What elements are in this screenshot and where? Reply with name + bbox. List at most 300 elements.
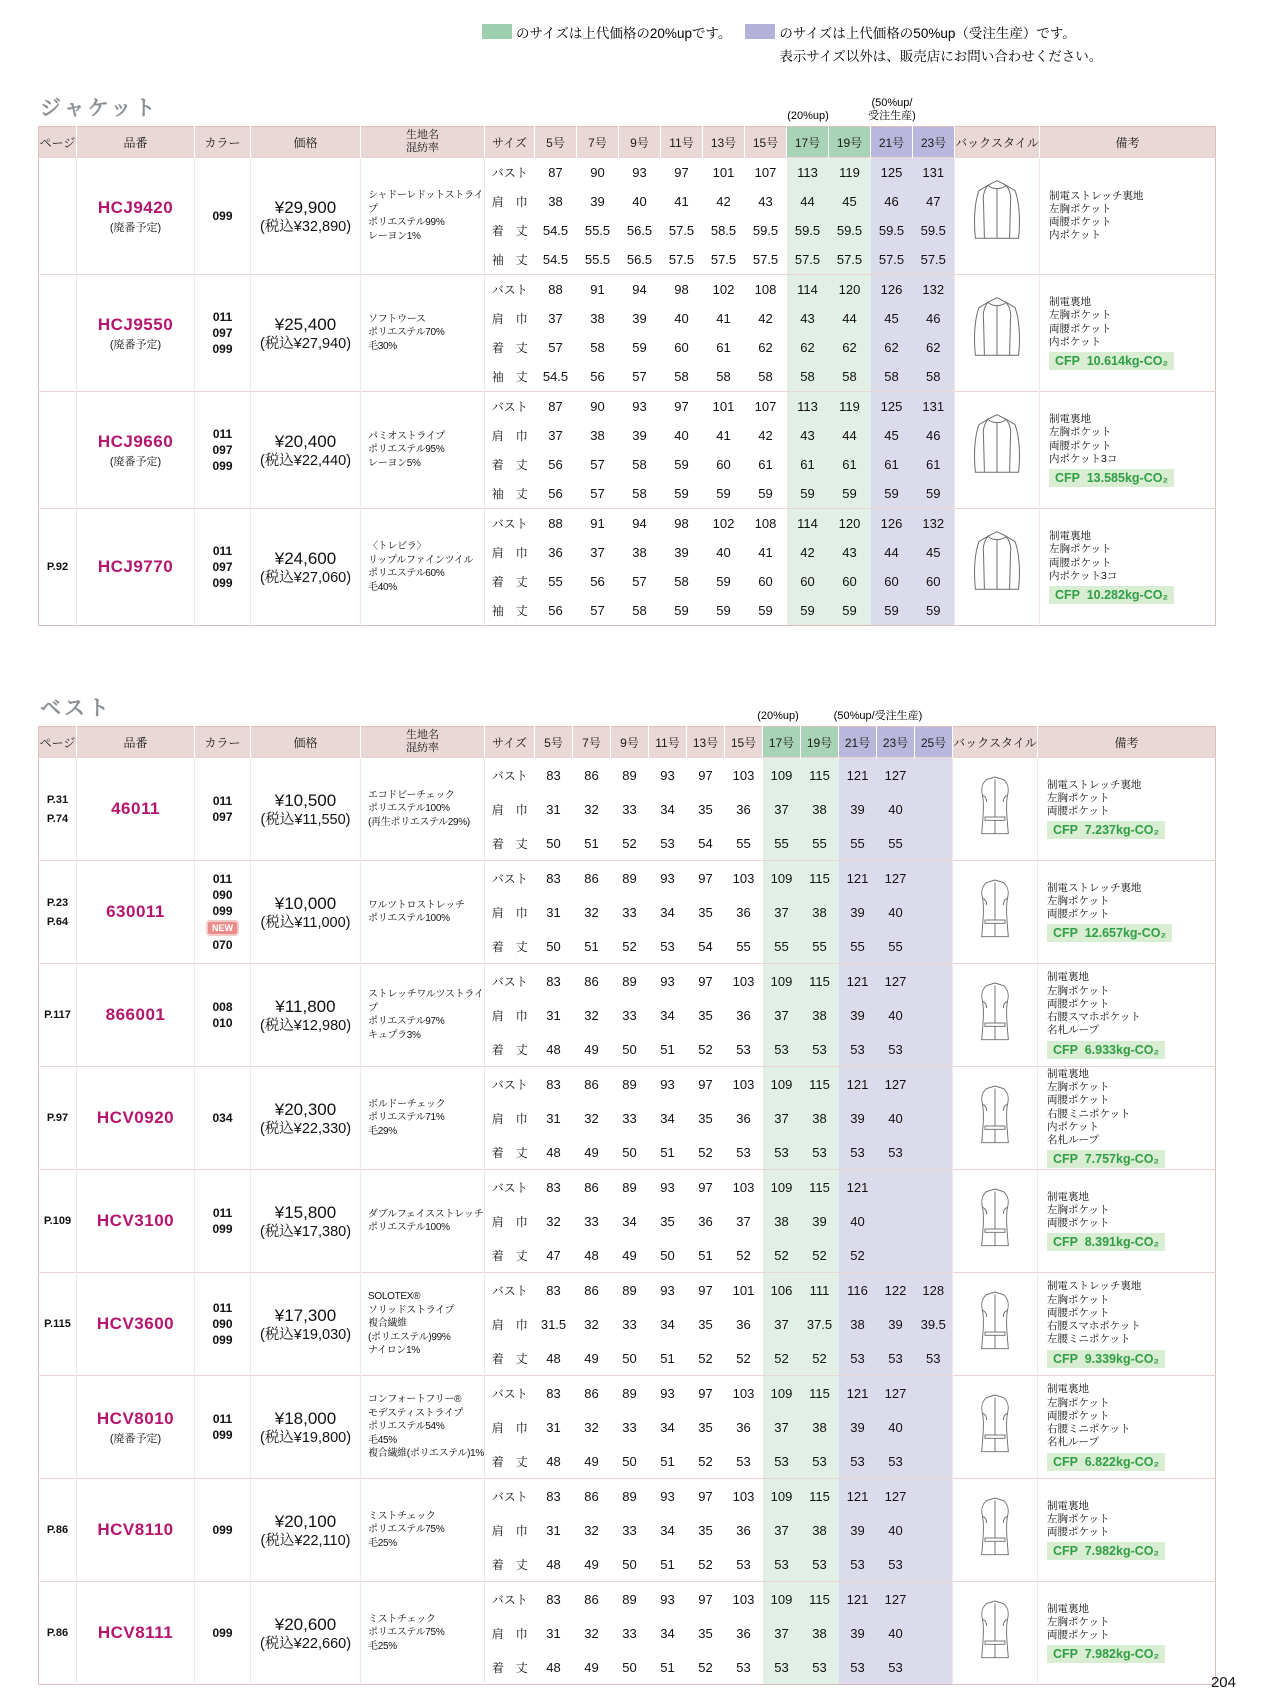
price-tax: (税込¥27,940)	[259, 335, 352, 352]
note-line: 両腰ポケット	[1047, 1629, 1110, 1642]
product-code-cell	[77, 758, 195, 861]
col-header-page: ページ	[39, 727, 77, 758]
size-value: 53	[801, 1444, 839, 1479]
col-header-notes: 備考	[1040, 127, 1216, 158]
size-value: 51	[660, 1453, 675, 1469]
size-value: 40	[877, 1513, 915, 1547]
size-value: 36	[736, 1316, 751, 1332]
col-header-fabric: 生地名 混紡率	[361, 127, 485, 158]
size-value: 34	[660, 1110, 675, 1126]
cfp-value: CFP 10.282kg-CO₂	[1049, 586, 1174, 604]
size-value	[915, 1067, 953, 1102]
color-code: 090	[212, 888, 233, 902]
discontinued-note: (廃番予定)	[109, 338, 162, 351]
fabric-line: ポリエステル70%	[368, 327, 445, 339]
size-value: 39	[839, 1616, 877, 1650]
size-value: 49	[584, 1453, 599, 1469]
size-value: 55	[548, 574, 563, 589]
size-value: 87	[535, 158, 577, 188]
col-header-page: ページ	[39, 127, 77, 158]
price-main: ¥10,500	[274, 790, 337, 810]
size-value: 42	[716, 194, 731, 209]
note-line: 左胸ポケット	[1047, 1512, 1110, 1525]
page-ref: P.86	[46, 1627, 69, 1639]
size-value: 31	[546, 1522, 561, 1538]
measure-label: バスト	[485, 509, 535, 539]
size-value: 102	[703, 275, 745, 305]
size-value: 56.5	[626, 223, 653, 238]
size-value: 93	[619, 392, 661, 422]
size-value: 103	[725, 1170, 763, 1205]
size-value: 34	[660, 801, 675, 817]
note-line: 内ポケット	[1047, 1120, 1099, 1133]
size-value: 50	[622, 1453, 637, 1469]
size-value: 31	[546, 801, 561, 817]
product-price	[251, 392, 361, 509]
size-value: 59	[787, 479, 829, 509]
product-fabric	[361, 758, 485, 861]
size-value: 97	[687, 1582, 725, 1617]
note-line: 両腰ポケット	[1049, 556, 1112, 569]
size-value: 46	[913, 304, 955, 333]
color-code: 099	[212, 1626, 233, 1640]
size-value: 57.5	[710, 252, 737, 267]
price-main: ¥10,000	[274, 893, 337, 913]
size-value: 48	[546, 1659, 561, 1675]
size-value: 101	[703, 392, 745, 422]
product-notes	[1038, 964, 1216, 1067]
price-tax: (税込¥22,330)	[259, 1120, 352, 1137]
size-value: 131	[913, 158, 955, 188]
size-value: 38	[839, 1307, 877, 1341]
price-main: ¥20,300	[274, 1099, 337, 1119]
size-value: 37	[763, 1616, 801, 1650]
fabric-line: ポリエステル100%	[368, 1222, 450, 1233]
product-colors	[195, 964, 251, 1067]
vest-section-title: ベスト	[40, 697, 112, 720]
product-colors	[195, 275, 251, 392]
product-code: HCJ9660	[97, 431, 174, 451]
fabric-line: ストレッチワルツストライプ	[368, 989, 484, 1014]
size-value: 97	[687, 1067, 725, 1102]
size-value: 60	[829, 567, 871, 596]
size-value: 53	[839, 1547, 877, 1582]
size-value: 39.5	[915, 1307, 953, 1341]
measure-label: 着 丈	[491, 1660, 528, 1675]
size-value: 121	[839, 861, 877, 896]
size-value: 56	[548, 486, 563, 501]
color-code: 011	[212, 794, 233, 808]
color-code: 099	[212, 904, 233, 918]
cfp-value: CFP 9.339kg-CO₂	[1047, 1350, 1165, 1368]
cfp-value: CFP 7.757kg-CO₂	[1047, 1150, 1165, 1168]
vest-back-icon	[970, 875, 1020, 945]
price-tax: (税込¥22,440)	[259, 452, 352, 469]
size-value	[915, 792, 953, 826]
note-line: 制電ストレッチ裏地	[1047, 881, 1142, 894]
vest-back-icon	[970, 1184, 1020, 1254]
size-value: 54	[698, 938, 713, 954]
size-value: 38	[801, 998, 839, 1032]
size-value	[915, 861, 953, 896]
size-value: 115	[801, 758, 839, 793]
size-value: 55	[839, 929, 877, 964]
size-value: 37	[763, 895, 801, 929]
size-value: 34	[622, 1213, 637, 1229]
note-line: 左腰ミニポケット	[1047, 1333, 1131, 1346]
size-value: 40	[632, 194, 647, 209]
size-value: 53	[877, 1547, 915, 1582]
size-col-header: 21号	[839, 727, 877, 758]
size-value: 97	[687, 1479, 725, 1514]
size-value: 52	[698, 1041, 713, 1057]
size-value: 41	[758, 545, 773, 560]
measure-label: 肩 巾	[491, 312, 528, 326]
size-value: 109	[763, 1582, 801, 1617]
col-header-code: 品番	[77, 127, 195, 158]
size-value: 58	[632, 603, 647, 618]
size-value	[915, 964, 953, 999]
vest-back-icon	[970, 978, 1020, 1048]
size-value: 109	[763, 1376, 801, 1411]
size-value: 52	[698, 1659, 713, 1675]
cfp-value: CFP 12.657kg-CO₂	[1047, 924, 1172, 942]
size-value: 32	[584, 1625, 599, 1641]
size-value: 62	[871, 333, 913, 362]
cfp-badge	[1049, 469, 1215, 487]
note-line: 左胸ポケット	[1047, 1396, 1110, 1409]
color-code: 008	[212, 1000, 233, 1014]
product-code: 866001	[105, 1005, 166, 1024]
measure-row	[39, 964, 1216, 999]
size-value: 50	[546, 835, 561, 851]
size-value: 32	[584, 904, 599, 920]
size-value: 59	[716, 603, 731, 618]
size-value: 35	[698, 904, 713, 920]
vest-back-icon	[970, 1287, 1020, 1357]
size-value: 39	[839, 998, 877, 1032]
size-value: 125	[871, 392, 913, 422]
size-value: 56	[590, 574, 605, 589]
measure-label: 肩 巾	[491, 1626, 528, 1641]
price-main: ¥20,400	[274, 431, 337, 451]
fabric-line: ソフトウース	[368, 313, 426, 325]
size-value: 52	[622, 938, 637, 954]
note-line: 左胸ポケット	[1049, 426, 1112, 439]
size-value: 33	[622, 1007, 637, 1023]
col-header-color: カラー	[195, 727, 251, 758]
cfp-badge	[1049, 352, 1215, 370]
size-value: 60	[674, 340, 689, 355]
size-value: 52	[622, 835, 637, 851]
size-value: 39	[839, 792, 877, 826]
size-value: 97	[687, 964, 725, 999]
size-value: 36	[736, 1110, 751, 1126]
table-header-row	[39, 127, 1216, 158]
product-page	[39, 158, 77, 275]
jacket-50up-note: (50%up/ 受注生産)	[868, 97, 916, 122]
product-code: HCJ9770	[97, 557, 174, 576]
size-value: 31.5	[540, 1316, 567, 1332]
size-value: 48	[546, 1144, 561, 1160]
size-value: 83	[535, 1273, 573, 1308]
price-tax: (税込¥22,110)	[260, 1532, 351, 1549]
product-colors	[195, 1170, 251, 1273]
note-line: 名札ループ	[1047, 1024, 1099, 1037]
size-value: 39	[674, 545, 689, 560]
size-value: 50	[622, 1144, 637, 1160]
size-value	[915, 1170, 953, 1205]
product-notes	[1038, 1582, 1216, 1685]
measure-label: 着 丈	[491, 458, 528, 472]
measure-label: 肩 巾	[491, 429, 528, 443]
note-line: 右腰ミニポケット	[1047, 1107, 1131, 1120]
size-value: 61	[829, 450, 871, 479]
product-colors	[195, 1376, 251, 1479]
measure-label: 着 丈	[491, 1454, 528, 1469]
note-line: 制電裏地	[1049, 413, 1091, 426]
size-value: 107	[745, 158, 787, 188]
fabric-line: リップルファインツイル	[368, 554, 474, 566]
size-value: 119	[829, 392, 871, 422]
page-ref: P.31	[46, 793, 69, 806]
size-value: 58	[674, 574, 689, 589]
measure-row	[39, 758, 1216, 793]
note-line: 両腰ポケット	[1047, 997, 1110, 1010]
size-value: 36	[736, 904, 751, 920]
note-line: 左胸ポケット	[1049, 202, 1112, 215]
measure-label: 肩 巾	[491, 1317, 528, 1332]
green-swatch	[482, 24, 512, 39]
size-value: 43	[758, 194, 773, 209]
measure-label: バスト	[485, 1273, 535, 1308]
discontinued-note: (廃番予定)	[109, 1432, 162, 1445]
size-value: 37	[763, 1513, 801, 1547]
note-line: 左胸ポケット	[1047, 984, 1110, 997]
size-value: 86	[573, 1273, 611, 1308]
measure-row	[39, 509, 1216, 539]
jacket-20up-note: (20%up)	[787, 110, 829, 122]
size-value: 51	[584, 835, 599, 851]
size-value: 127	[877, 964, 915, 999]
size-value: 60	[913, 567, 955, 596]
size-value: 33	[584, 1213, 599, 1229]
jacket-back-icon	[970, 177, 1024, 251]
size-value: 37	[763, 792, 801, 826]
size-value: 40	[877, 895, 915, 929]
size-value: 89	[611, 1067, 649, 1102]
measure-label: バスト	[485, 1067, 535, 1102]
size-value: 121	[839, 1170, 877, 1205]
col-header-size: サイズ	[485, 127, 535, 158]
col-header-price: 価格	[251, 127, 361, 158]
size-value: 53	[877, 1032, 915, 1067]
size-value: 93	[649, 1582, 687, 1617]
product-price	[251, 1582, 361, 1685]
cfp-value: CFP 13.585kg-CO₂	[1049, 469, 1174, 487]
vest-table	[38, 726, 1216, 1685]
product-price	[251, 1479, 361, 1582]
product-page	[39, 1376, 77, 1479]
size-col-header: 11号	[649, 727, 687, 758]
size-value: 50	[622, 1659, 637, 1675]
size-value: 57.5	[668, 223, 695, 238]
size-value: 121	[839, 964, 877, 999]
size-value: 55	[763, 929, 801, 964]
page-ref: P.64	[46, 915, 69, 928]
cfp-badge	[1047, 1453, 1215, 1471]
product-code-cell	[77, 1170, 195, 1273]
size-value: 33	[622, 1419, 637, 1435]
size-value: 49	[584, 1041, 599, 1057]
size-value: 103	[725, 1067, 763, 1102]
size-col-header: 15号	[725, 727, 763, 758]
fabric-line: キュプラ3%	[368, 1029, 421, 1041]
size-value: 49	[584, 1350, 599, 1366]
color-code: 099	[212, 1333, 233, 1347]
size-value: 36	[736, 1007, 751, 1023]
product-notes	[1040, 275, 1216, 392]
price-main: ¥20,100	[274, 1511, 337, 1531]
color-code: 010	[212, 1016, 233, 1030]
price-tax: (税込¥11,550)	[260, 811, 351, 828]
fabric-line: 毛30%	[368, 340, 397, 352]
fabric-line: コンフォートフリー®	[368, 1394, 462, 1406]
size-value: 46	[913, 421, 955, 450]
color-code: 099	[212, 209, 233, 223]
product-price	[251, 1273, 361, 1376]
measure-row	[39, 1273, 1216, 1308]
size-value: 52	[698, 1556, 713, 1572]
size-col-header: 15号	[745, 127, 787, 158]
size-value: 126	[871, 509, 913, 539]
size-value: 83	[535, 964, 573, 999]
size-value: 38	[801, 1616, 839, 1650]
size-value: 115	[801, 1582, 839, 1617]
size-value	[915, 1238, 953, 1273]
price-tax: (税込¥12,980)	[259, 1017, 352, 1034]
measure-label: 肩 巾	[491, 546, 528, 560]
size-value: 88	[535, 509, 577, 539]
size-value: 97	[661, 158, 703, 188]
size-value: 53	[915, 1341, 953, 1376]
price-tax: (税込¥27,060)	[259, 569, 352, 586]
fabric-line: パミオストライプ	[368, 430, 445, 442]
color-code: 011	[212, 1206, 233, 1220]
measure-label: 肩 巾	[491, 1420, 528, 1435]
page-ref: P.86	[46, 1524, 69, 1536]
product-fabric	[361, 509, 485, 626]
size-value: 89	[611, 861, 649, 896]
backstyle-cell	[953, 1170, 1038, 1273]
product-fabric	[361, 1376, 485, 1479]
color-code: 097	[212, 326, 233, 340]
discontinued-note: (廃番予定)	[109, 455, 162, 468]
size-col-header: 11号	[661, 127, 703, 158]
fabric-line: 毛25%	[368, 1537, 397, 1549]
size-value: 38	[801, 792, 839, 826]
note-line: 両腰ポケット	[1047, 1526, 1110, 1539]
size-value: 57	[590, 603, 605, 618]
size-value: 32	[584, 801, 599, 817]
price-tax: (税込¥22,660)	[259, 1635, 352, 1652]
measure-label: 肩 巾	[491, 1008, 528, 1023]
size-value: 37	[590, 545, 605, 560]
size-value: 52	[801, 1238, 839, 1273]
size-value: 86	[573, 758, 611, 793]
size-value: 53	[839, 1135, 877, 1170]
size-value: 39	[839, 1101, 877, 1135]
size-value: 58	[632, 457, 647, 472]
size-value: 61	[913, 450, 955, 479]
size-value: 53	[763, 1444, 801, 1479]
product-code: HCV8111	[97, 1623, 174, 1642]
size-value: 40	[716, 545, 731, 560]
size-value: 53	[877, 1444, 915, 1479]
size-value	[915, 826, 953, 861]
product-code: HCJ9420	[97, 197, 174, 217]
product-fabric	[361, 1479, 485, 1582]
note-line: 内ポケット3コ	[1049, 452, 1118, 465]
size-value: 48	[584, 1247, 599, 1263]
size-col-header: 13号	[703, 127, 745, 158]
size-value: 53	[763, 1547, 801, 1582]
measure-label: バスト	[485, 1170, 535, 1205]
size-value: 37	[763, 998, 801, 1032]
size-value: 59.5	[787, 216, 829, 245]
measure-label: バスト	[485, 964, 535, 999]
product-notes	[1040, 509, 1216, 626]
size-value: 57	[548, 340, 563, 355]
size-value: 57.5	[787, 245, 829, 275]
fabric-line: レーヨン5%	[368, 457, 421, 469]
product-code-cell	[77, 1582, 195, 1685]
backstyle-cell	[953, 1376, 1038, 1479]
size-value: 62	[787, 333, 829, 362]
note-line: 内ポケット3コ	[1049, 569, 1118, 582]
product-price	[251, 964, 361, 1067]
color-code: 011	[212, 427, 233, 441]
note-line: 左胸ポケット	[1047, 1615, 1110, 1628]
price-main: ¥20,600	[274, 1614, 337, 1634]
size-value: 91	[577, 275, 619, 305]
size-value: 52	[736, 1350, 751, 1366]
note-line: 左胸ポケット	[1047, 1081, 1110, 1094]
size-value: 103	[725, 758, 763, 793]
size-value: 103	[725, 964, 763, 999]
size-value: 43	[829, 538, 871, 567]
cfp-badge	[1047, 1542, 1215, 1560]
size-value: 41	[716, 428, 731, 443]
color-code: 034	[212, 1111, 233, 1125]
measure-label: 着 丈	[491, 1351, 528, 1366]
size-value: 115	[801, 964, 839, 999]
product-code: HCV3600	[96, 1314, 175, 1333]
size-value: 59	[632, 340, 647, 355]
note-line: 両腰ポケット	[1047, 1409, 1110, 1422]
size-value: 121	[839, 1582, 877, 1617]
size-value: 97	[687, 1376, 725, 1411]
note-line: 制電裏地	[1049, 530, 1091, 543]
size-value: 97	[661, 392, 703, 422]
measure-label: 袖 丈	[491, 604, 528, 618]
size-value: 53	[801, 1650, 839, 1685]
note-line: 左胸ポケット	[1047, 1293, 1110, 1306]
size-value: 59.5	[829, 216, 871, 245]
size-value: 31	[546, 1007, 561, 1023]
size-value: 36	[736, 1419, 751, 1435]
size-value: 93	[649, 1479, 687, 1514]
